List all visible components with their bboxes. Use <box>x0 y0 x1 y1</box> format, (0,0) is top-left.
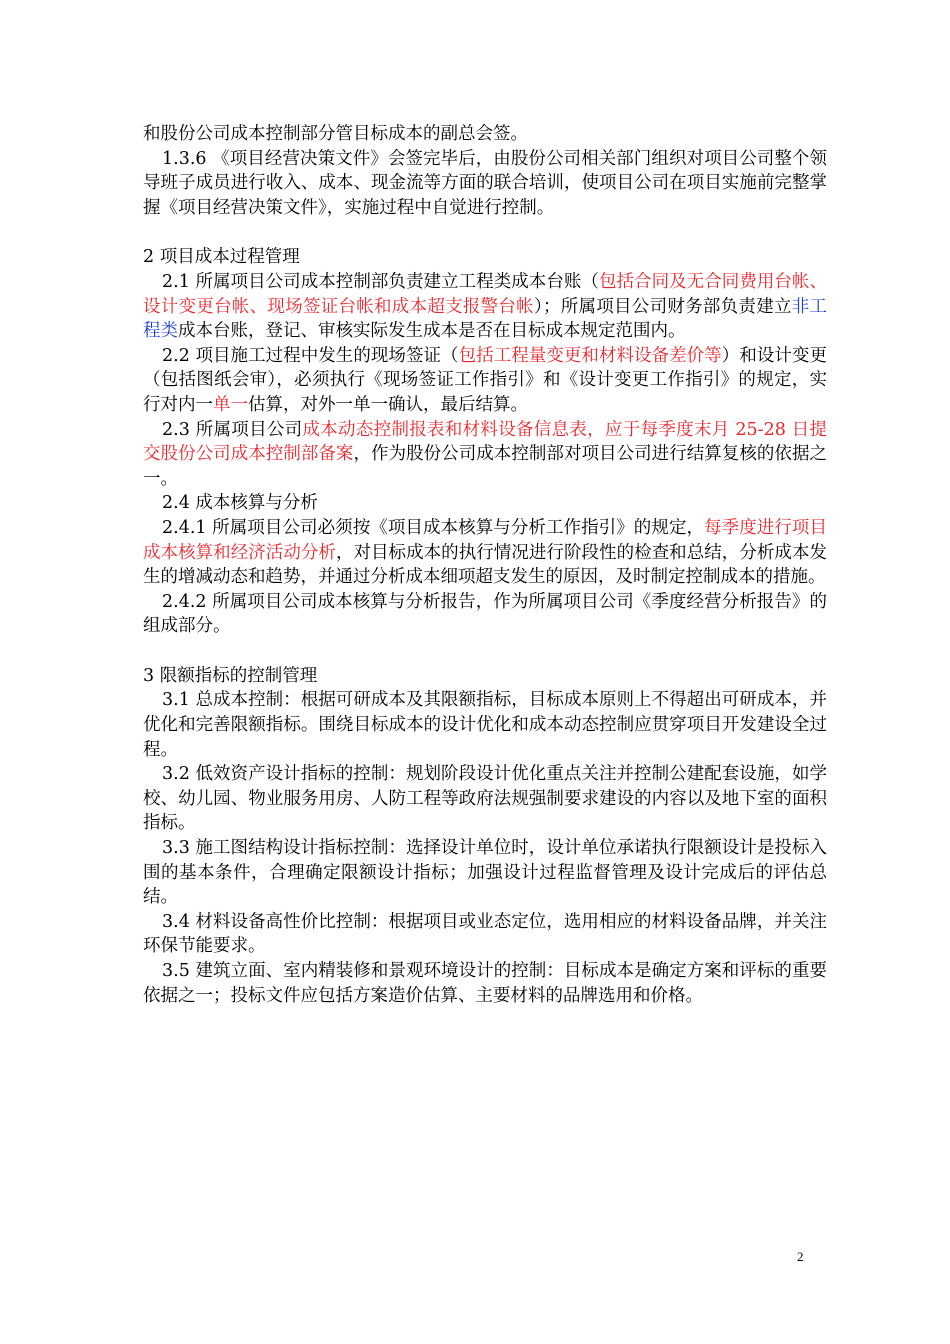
text-span: ，对目标成本的执行情况进行阶段性的检查和总结，分析成本发生的增减动态和趋势，并通过分析成本细项超支发生的原因，及时制定控制成本的措施。 <box>143 542 828 588</box>
text-span: 2.2 项目施工过程中发生的现场签证（ <box>162 345 459 366</box>
spacer <box>143 639 827 664</box>
paragraph-3-2: 3.2 低效资产设计指标的控制：规划阶段设计优化重点关注并控制公建配套设施，如学校、幼儿园、物业服务用房、人防工程等政府法规强制要求建设的内容以及地下室的面积指标。 <box>143 764 827 834</box>
highlight-red: 包括工程量变更和材料设备差价等 <box>458 345 722 366</box>
spacer <box>143 220 827 245</box>
highlight-red: 单一 <box>213 394 248 415</box>
highlight-red: 成本动态控制报表和材料设备信息表，应于每季度末月 25-28 日提交股份公司成本控制部备案 <box>143 419 827 465</box>
paragraph-1-3-6: 1.3.6 《项目经营决策文件》会签完毕后，由股份公司相关部门组织对项目公司整个领导班子成员进行收入、成本、现金流等方面的联合培训，使项目公司在项目实施前完整掌握《项目经营决策文件》，实施过程中自觉进行控制。 <box>143 148 827 218</box>
highlight-red: 每季度进行项目成本核算和经济活动分析 <box>143 517 828 563</box>
paragraph-3-3: 3.3 施工图结构设计指标控制：选择设计单位时，设计单位承诺执行限额设计是投标入围的基本条件，合理确定限额设计指标；加强设计过程监督管理及设计完成后的评估总结。 <box>143 838 827 908</box>
text-span: 2.4.1 所属项目公司必须按《项目成本核算与分析工作指引》的规定， <box>162 517 705 538</box>
paragraph-2-2 <box>143 344 827 418</box>
document-body <box>143 122 827 1008</box>
text-span: ，作为股份公司成本控制部对项目公司进行结算复核的依据之一。 <box>143 444 828 489</box>
paragraph-2-1 <box>143 270 827 344</box>
section-heading-3: 3 限额指标的控制管理 <box>143 665 318 686</box>
page-number: 2 <box>797 1249 804 1264</box>
paragraph-3-1: 3.1 总成本控制：根据可研成本及其限额指标，目标成本原则上不得超出可研成本，并优化和完善限额指标。围绕目标成本的设计优化和成本动态控制应贯穿项目开发建设全过程。 <box>143 690 827 760</box>
text-span: 2.3 所属项目公司 <box>162 419 303 440</box>
text-span: ）；所属项目公司财务部负责建立 <box>533 296 792 317</box>
highlight-blue: 非工程类 <box>143 296 828 342</box>
paragraph-3-4: 3.4 材料设备高性价比控制：根据项目或业态定位，选用相应的材料设备品牌，并关注环保节能要求。 <box>143 911 827 957</box>
paragraph-2-4-2: 2.4.2 所属项目公司成本核算与分析报告，作为所属项目公司《季度经营分析报告》的组成部分。 <box>143 591 827 637</box>
paragraph-3-5: 3.5 建筑立面、室内精装修和景观环境设计的控制：目标成本是确定方案和评标的重要依据之一；投标文件应包括方案造价估算、主要材料的品牌选用和价格。 <box>143 961 827 1006</box>
text-span: ）和设计变更（包括图纸会审），必须执行《现场签证工作指引》和《设计变更工作指引》的规定，实行对内一 <box>143 345 828 415</box>
text-span: 成本台账，登记、审核实际发生成本是否在目标成本规定范围内。 <box>178 321 686 342</box>
text-span: 估算，对外一单一确认，最后结算。 <box>248 394 528 415</box>
section-heading-2: 2 项目成本过程管理 <box>143 247 300 268</box>
highlight-red: 包括合同及无合同费用台帐、设计变更台帐、现场签证台帐和成本超支报警台帐 <box>143 271 827 317</box>
text-span: 2.1 所属项目公司成本控制部负责建立工程类成本台账（ <box>162 271 599 292</box>
paragraph-1-3-5-cont: 和股份公司成本控制部分管目标成本的副总会签。 <box>143 124 528 144</box>
paragraph-2-3 <box>143 418 827 492</box>
paragraph-2-4: 2.4 成本核算与分析 <box>162 493 318 514</box>
paragraph-2-4-1 <box>143 516 827 590</box>
